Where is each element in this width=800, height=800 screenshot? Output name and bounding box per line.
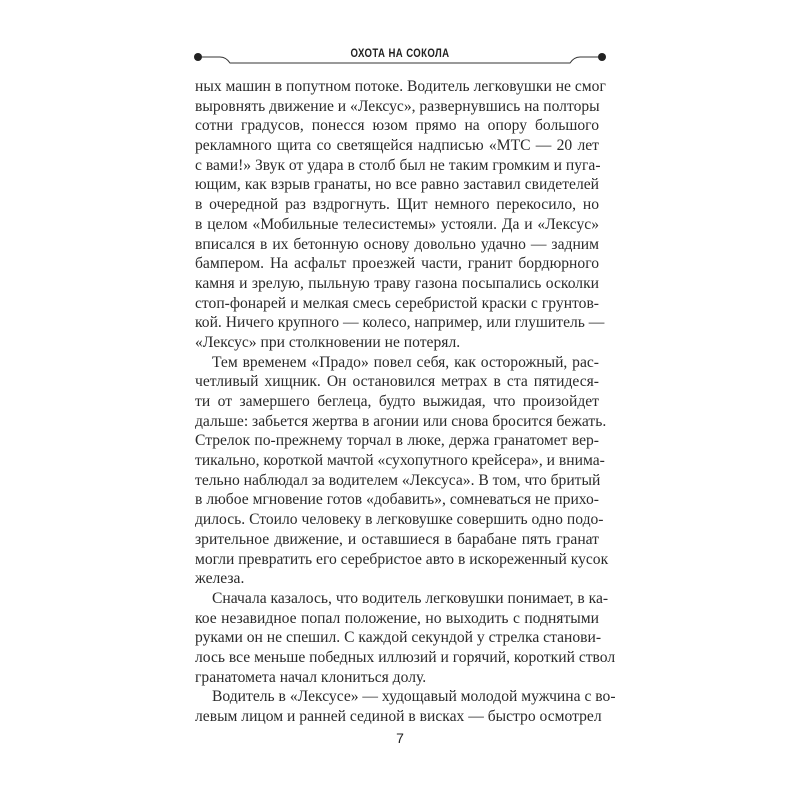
text-line: лось все меньше победных иллюзий и горячий, короткий ствол [195, 648, 616, 666]
text-line: выровнять движение и «Лексус», развернувшись на полторы [195, 97, 600, 115]
text-line: кой. Ничего крупного — колесо, например, или глушитель — [195, 314, 605, 332]
text-line: в очередной раз вздрогнуть. Щит немного перекосило, но [195, 196, 599, 214]
text-line: в любое мгновение готов «добавить», сомневаться не прихо- [195, 491, 599, 509]
text-line: зрительное движение, и оставшиеся в барабане пять гранат [195, 530, 599, 548]
running-title: ОХОТА НА СОКОЛА [350, 46, 450, 60]
text-line: ти от замершего беглеца, будто выжидая, что произойдет [195, 393, 599, 410]
text-line: дальше: забьется жертва в агонии или снова бросится бежать. [195, 412, 607, 430]
text-line: Водитель в «Лексусе» — худощавый молодой мужчина с во- [212, 688, 616, 706]
text-line: тикально, короткой мачтой «сухопутного крейсера», и внима- [195, 452, 605, 470]
text-line: камня и зрелую, пыльную траву газона посыпались осколки [195, 274, 599, 292]
text-line: стоп-фонарей и мелкая смесь серебристой краски с грунтов- [195, 294, 599, 312]
text-line: Сначала казалось, что водитель легковушки понимает, в ка- [212, 589, 609, 607]
text-line: вписался в их бетонную основу довольно удачно — задним [195, 235, 599, 253]
text-line: Тем временем «Прадо» повел себя, как осторожный, рас- [212, 353, 599, 371]
text-line: четливый хищник. Он остановился метрах в ста пятидеся- [195, 373, 599, 391]
body-text [195, 77, 616, 727]
text-line: кое незавидное попал положение, но выходить с поднятыми [195, 609, 599, 627]
text-line: левым лицом и ранней сединой в висках — быстро осмотрел [195, 708, 602, 725]
text-line: в целом «Мобильные телесистемы» устояли. Да и «Лексус» [195, 215, 599, 233]
right-ornament-dot-icon [598, 53, 606, 61]
text-line: тельно наблюдал за водителем «Лексуса». В том, что бритый [195, 471, 601, 489]
text-line: дилось. Стоило человеку в легковушке совершить одно подо- [195, 511, 604, 529]
running-header [190, 44, 610, 68]
text-line: железа. [195, 570, 245, 588]
text-line: Стрелок по-прежнему торчал в люке, держа гранатомет вер- [195, 432, 599, 450]
text-line: с вами!» Звук от удара в столб был не таким громким и пуга- [195, 156, 601, 174]
text-line: рекламного щита со светящейся надписью «МТС — 20 лет [195, 137, 599, 155]
text-line: гранатомета начал клониться долу. [195, 668, 427, 686]
text-line: сотни градусов, понесся юзом прямо на опору большого [195, 117, 599, 135]
text-line: «Лексус» при столкновении не потерял. [195, 333, 461, 351]
text-line: ющим, как взрыв гранаты, но все равно заставил свидетелей [195, 176, 599, 194]
text-line: могли превратить его серебристое авто в искореженный кусок [195, 550, 609, 568]
text-line: руками он не спешил. С каждой секундой у стрелка станови- [195, 629, 602, 647]
text-line: бампером. На асфальт проезжей части, гранит бордюрного [195, 255, 599, 273]
page-number: 7 [396, 730, 404, 746]
text-line: ных машин в попутном потоке. Водитель легковушки не смог [195, 78, 606, 95]
left-ornament-dot-icon [194, 53, 202, 61]
